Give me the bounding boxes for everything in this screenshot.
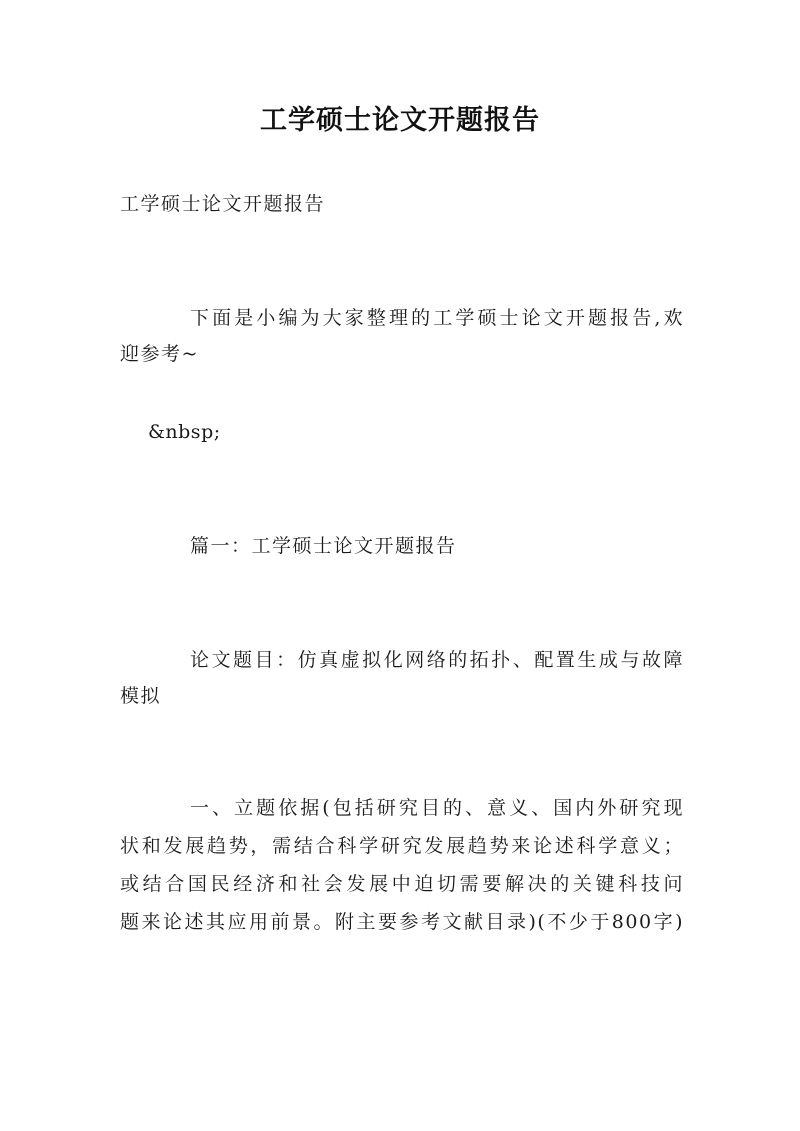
subtitle-line: 工学硕士论文开题报告 — [120, 193, 326, 215]
intro-paragraph-line-1: 下面是小编为大家整理的工学硕士论文开题报告,欢 — [190, 307, 684, 329]
thesis-topic-line-1: 论文题目：仿真虚拟化网络的拓扑、配置生成与故障 — [190, 649, 684, 671]
basis-line-3: 或结合国民经济和社会发展中迫切需要解决的关键科技问 — [120, 873, 684, 895]
basis-line-4: 题来论述其应用前景。附主要参考文献目录)(不少于800字) — [120, 911, 684, 933]
section-heading: 篇一：工学硕士论文开题报告 — [190, 535, 457, 557]
nbsp-text: &nbsp; — [148, 421, 221, 443]
basis-line-2: 状和发展趋势，需结合科学研究发展趋势来论述科学意义； — [120, 835, 684, 857]
basis-line-1: 一、立题依据(包括研究目的、意义、国内外研究现 — [190, 797, 684, 819]
intro-paragraph-line-2: 迎参考~ — [120, 343, 199, 365]
thesis-topic-line-2: 模拟 — [120, 685, 162, 707]
document-title: 工学硕士论文开题报告 — [260, 105, 540, 136]
